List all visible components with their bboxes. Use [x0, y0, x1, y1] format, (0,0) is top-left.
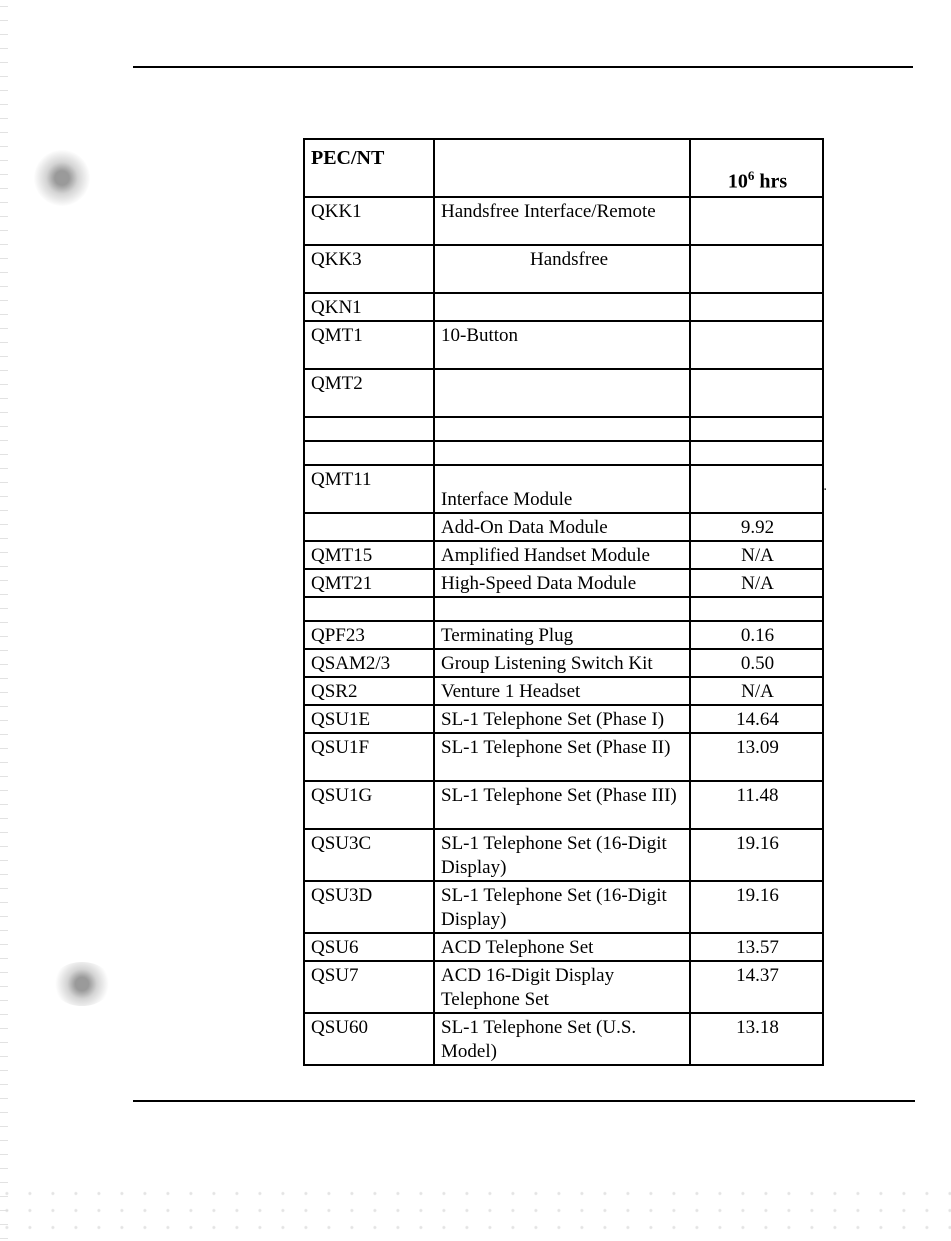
part-code-cell: QSU1G — [304, 781, 434, 829]
description-cell: Venture 1 Headset — [434, 677, 690, 705]
header-rule — [133, 66, 913, 68]
failure-rate-cell: N/A — [690, 569, 823, 597]
failure-rate-cell — [690, 245, 823, 293]
failure-rate-cell: 13.09 — [690, 733, 823, 781]
description-header — [434, 139, 690, 197]
part-code-cell — [304, 441, 434, 465]
scan-blot — [52, 962, 112, 1006]
part-code-cell: QSU60 — [304, 1013, 434, 1065]
failure-rate-cell: 11.48 — [690, 781, 823, 829]
failure-rate-cell — [690, 369, 823, 417]
description-cell: 10-Button — [434, 321, 690, 369]
part-code-cell: QKK3 — [304, 245, 434, 293]
failure-rate-cell — [690, 441, 823, 465]
failure-rate-cell — [690, 197, 823, 245]
description-cell: ACD Telephone Set — [434, 933, 690, 961]
table-row — [304, 1013, 823, 1065]
table-row — [304, 369, 823, 417]
failure-rate-cell: 19.16 — [690, 881, 823, 933]
failure-rate-cell: 9.92 — [690, 513, 823, 541]
part-code-cell: QPF23 — [304, 621, 434, 649]
table-row — [304, 597, 823, 621]
failure-rate-cell — [690, 597, 823, 621]
description-cell — [434, 441, 690, 465]
table-row — [304, 781, 823, 829]
part-code-cell: QMT1 — [304, 321, 434, 369]
description-cell: Group Listening Switch Kit — [434, 649, 690, 677]
table-row — [304, 705, 823, 733]
table-row — [304, 569, 823, 597]
description-cell: Add-On Data Module — [434, 513, 690, 541]
table-header-row — [304, 139, 823, 197]
failure-rate-cell: N/A — [690, 541, 823, 569]
part-code-cell: QSU6 — [304, 933, 434, 961]
part-code-cell — [304, 597, 434, 621]
description-cell — [434, 369, 690, 417]
table-body — [304, 197, 823, 1065]
description-cell — [434, 597, 690, 621]
description-cell: Handsfree — [434, 245, 690, 293]
part-code-cell: QSU1E — [304, 705, 434, 733]
table-row — [304, 649, 823, 677]
table-row — [304, 881, 823, 933]
part-code-cell: QMT2 — [304, 369, 434, 417]
scan-mark: ․ — [823, 478, 828, 493]
failure-rate-cell: 19.16 — [690, 829, 823, 881]
part-code-cell — [304, 513, 434, 541]
table-row — [304, 441, 823, 465]
table-row — [304, 465, 823, 513]
failure-rate-cell: 14.64 — [690, 705, 823, 733]
failure-rate-cell: 13.57 — [690, 933, 823, 961]
table-row — [304, 513, 823, 541]
description-cell: SL-1 Telephone Set (16-Digit Display) — [434, 829, 690, 881]
failure-rate-cell — [690, 293, 823, 321]
table-row — [304, 677, 823, 705]
table-row — [304, 961, 823, 1013]
part-code-cell: QKN1 — [304, 293, 434, 321]
part-code-cell — [304, 417, 434, 441]
description-cell: SL-1 Telephone Set (U.S. Model) — [434, 1013, 690, 1065]
scan-edge-noise — [0, 0, 8, 1241]
part-code-cell: QSU3D — [304, 881, 434, 933]
footer-rule — [133, 1100, 915, 1102]
failure-rate-cell — [690, 465, 823, 513]
part-code-cell: QMT21 — [304, 569, 434, 597]
part-code-cell: QMT11 — [304, 465, 434, 513]
part-code-cell: QSU7 — [304, 961, 434, 1013]
part-code-cell: QKK1 — [304, 197, 434, 245]
rate-header: $10^6$ hrs — [690, 139, 823, 197]
description-cell: SL-1 Telephone Set (Phase II) — [434, 733, 690, 781]
description-cell — [434, 417, 690, 441]
table-row — [304, 829, 823, 881]
table-row — [304, 245, 823, 293]
failure-rate-cell: 0.16 — [690, 621, 823, 649]
part-code-cell: QSAM2/3 — [304, 649, 434, 677]
scan-dust — [0, 1185, 951, 1235]
description-cell: Amplified Handset Module — [434, 541, 690, 569]
table-row — [304, 293, 823, 321]
table-row — [304, 541, 823, 569]
failure-rate-cell: 13.18 — [690, 1013, 823, 1065]
part-code-cell: QSU1F — [304, 733, 434, 781]
description-cell: Interface Module — [434, 465, 690, 513]
part-code-cell: QSR2 — [304, 677, 434, 705]
table-row — [304, 933, 823, 961]
description-cell: Terminating Plug — [434, 621, 690, 649]
failure-rate-cell — [690, 417, 823, 441]
failure-rate-cell: 0.50 — [690, 649, 823, 677]
part-code-cell: QSU3C — [304, 829, 434, 881]
failure-rate-cell: N/A — [690, 677, 823, 705]
part-code-cell: QMT15 — [304, 541, 434, 569]
table-row — [304, 621, 823, 649]
table-row — [304, 321, 823, 369]
table-row — [304, 197, 823, 245]
parts-reliability-table — [303, 138, 824, 1066]
table-row — [304, 733, 823, 781]
description-cell: SL-1 Telephone Set (16-Digit Display) — [434, 881, 690, 933]
failure-rate-cell: 14.37 — [690, 961, 823, 1013]
description-cell: SL-1 Telephone Set (Phase I) — [434, 705, 690, 733]
table-row — [304, 417, 823, 441]
description-cell — [434, 293, 690, 321]
failure-rate-cell — [690, 321, 823, 369]
description-cell: ACD 16-Digit Display Telephone Set — [434, 961, 690, 1013]
scan-blot — [34, 150, 90, 206]
description-cell: High-Speed Data Module — [434, 569, 690, 597]
pec-nt-header: PEC/NT — [304, 139, 434, 197]
description-cell: SL-1 Telephone Set (Phase III) — [434, 781, 690, 829]
description-cell: Handsfree Interface/Remote — [434, 197, 690, 245]
